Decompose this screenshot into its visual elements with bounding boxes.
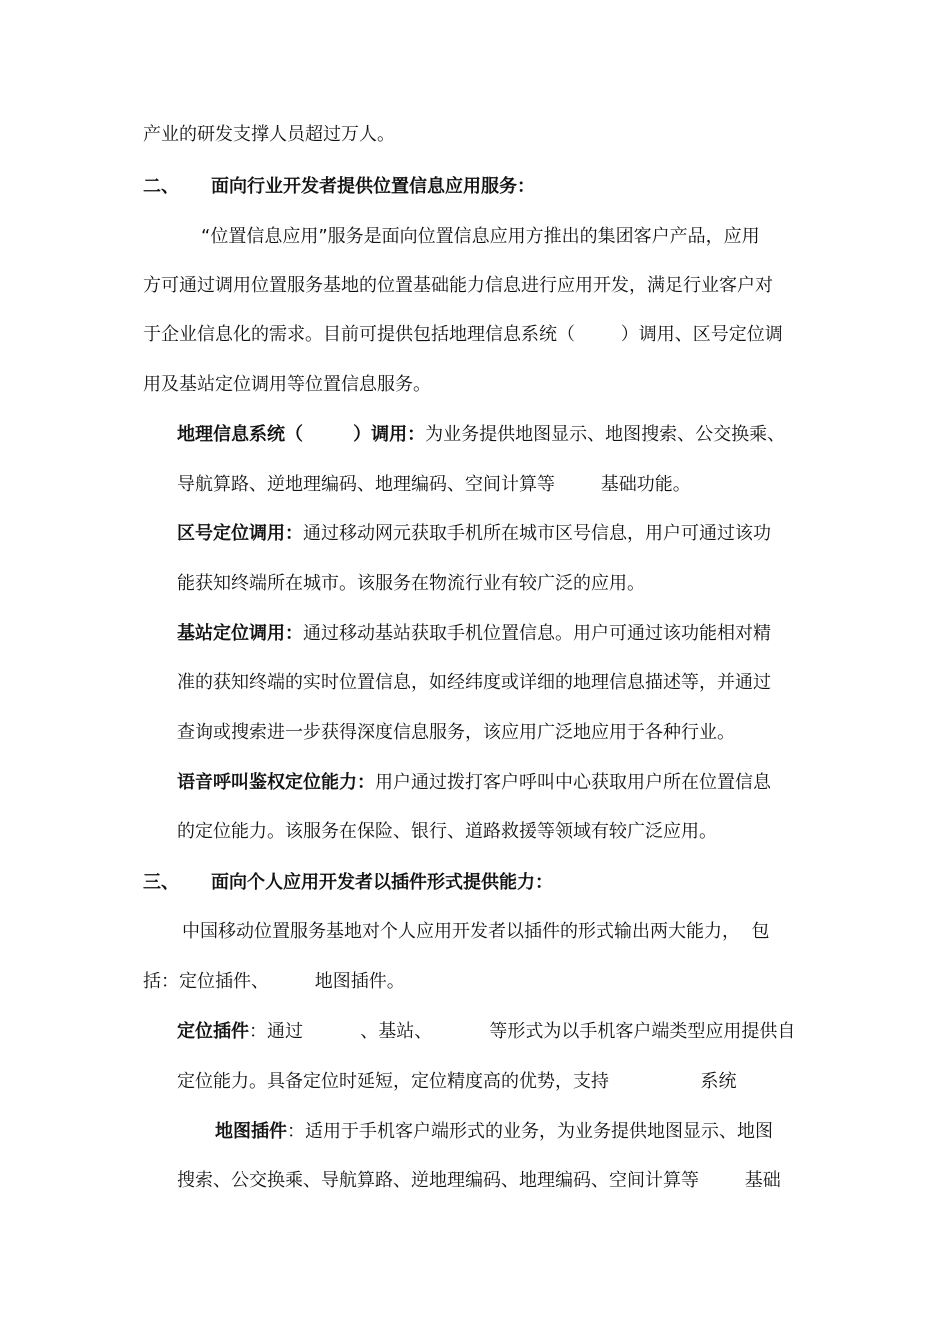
feature-desc: ：通过 、基站、 等形式为以手机客户端类型应用提供自	[249, 1021, 796, 1042]
body-text-line: “位置信息应用”服务是面向位置信息应用方推出的集团客户产品，应用	[201, 226, 760, 247]
feature-item-line: 定位能力。具备定位时延短，定位精度高的优势，支持 系统	[177, 1071, 737, 1092]
feature-desc: 通过移动网元获取手机所在城市区号信息，用户可通过该功	[303, 523, 771, 544]
section-heading: 面向行业开发者提供位置信息应用服务：	[211, 176, 535, 197]
feature-item-line: 搜索、公交换乘、导航算路、逆地理编码、地理编码、空间计算等 基础	[177, 1170, 781, 1191]
feature-desc: 用户通过拨打客户呼叫中心获取用户所在位置信息	[375, 772, 771, 793]
body-text-line: 中国移动位置服务基地对个人应用开发者以插件的形式输出两大能力， 包	[182, 921, 770, 942]
feature-item-line	[215, 1120, 773, 1144]
feature-desc: 通过移动基站获取手机位置信息。用户可通过该功能相对精	[303, 623, 771, 644]
feature-desc: ：适用于手机客户端形式的业务，为业务提供地图显示、地图	[287, 1121, 773, 1142]
feature-item-line	[177, 1020, 795, 1044]
body-text-line: 于企业信息化的需求。目前可提供包括地理信息系统（ ）调用、区号定位调	[143, 324, 783, 345]
feature-item-line: 查询或搜索进一步获得深度信息服务，该应用广泛地应用于各种行业。	[177, 722, 735, 743]
feature-item-line: 的定位能力。该服务在保险、银行、道路救援等领域有较广泛应用。	[177, 821, 717, 842]
body-text-line: 产业的研发支撑人员超过万人。	[143, 124, 395, 145]
feature-item-line	[177, 771, 771, 795]
feature-item-line: 准的获知终端的实时位置信息，如经纬度或详细的地理信息描述等，并通过	[177, 672, 771, 693]
section-number: 二、	[143, 176, 179, 197]
section-number: 三、	[143, 872, 179, 893]
feature-item-line	[177, 423, 785, 447]
body-text-line: 用及基站定位调用等位置信息服务。	[143, 374, 431, 395]
feature-item-line	[177, 522, 771, 546]
feature-item-line: 能获知终端所在城市。该服务在物流行业有较广泛的应用。	[177, 573, 645, 594]
feature-term: 基站定位调用：	[177, 623, 303, 644]
feature-item-line: 导航算路、逆地理编码、地理编码、空间计算等 基础功能。	[177, 474, 691, 495]
body-text-line: 括：定位插件、 地图插件。	[143, 971, 405, 992]
feature-term: 定位插件	[177, 1021, 249, 1042]
feature-desc: 为业务提供地图显示、地图搜索、公交换乘、	[425, 424, 786, 445]
feature-term: 地图插件	[215, 1121, 287, 1142]
section-heading: 面向个人应用开发者以插件形式提供能力：	[211, 872, 553, 893]
feature-term: 地理信息系统（ ）调用：	[177, 424, 426, 445]
feature-item-line	[177, 622, 771, 646]
feature-term: 区号定位调用：	[177, 523, 303, 544]
feature-term: 语音呼叫鉴权定位能力：	[177, 772, 375, 793]
body-text-line: 方可通过调用位置服务基地的位置基础能力信息进行应用开发，满足行业客户对	[143, 275, 773, 296]
